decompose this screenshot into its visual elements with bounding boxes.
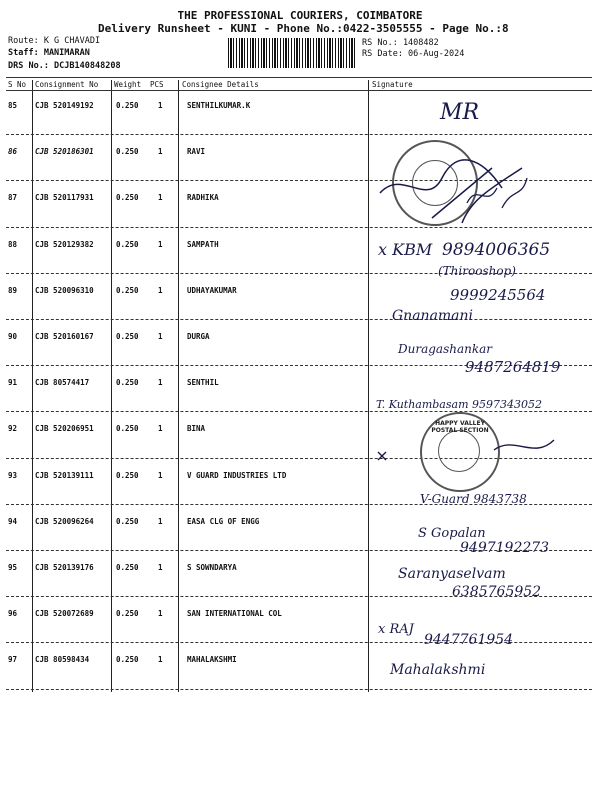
cell-sno: 96 bbox=[8, 609, 18, 619]
row-separator bbox=[6, 319, 592, 320]
signature-88-mark: x KBM bbox=[378, 240, 433, 259]
cell-weight: 0.250 bbox=[116, 239, 139, 249]
rs-date: RS Date: 06-Aug-2024 bbox=[362, 49, 465, 59]
table-header bbox=[0, 77, 600, 91]
row-separator bbox=[6, 689, 592, 690]
cell-consignment: CJB 520139111 bbox=[35, 470, 94, 480]
cell-sno: 94 bbox=[8, 516, 18, 526]
cell-weight: 0.250 bbox=[116, 378, 139, 388]
cell-sno: 90 bbox=[8, 332, 18, 341]
cell-consignee: V GUARD INDUSTRIES LTD bbox=[187, 470, 287, 480]
cell-weight: 0.250 bbox=[116, 424, 139, 434]
cell-pcs: 1 bbox=[158, 609, 163, 619]
company-title: THE PROFESSIONAL COURIERS, COIMBATORE bbox=[177, 9, 423, 22]
cell-sno: 87 bbox=[8, 193, 18, 203]
row-separator bbox=[6, 134, 592, 135]
cell-pcs: 1 bbox=[158, 516, 163, 526]
signature-96: 9447761954 bbox=[424, 632, 514, 648]
route-label: Route: K G CHAVADI bbox=[8, 36, 101, 46]
cell-pcs: 1 bbox=[158, 147, 163, 157]
signature-91: T. Kuthambasam 9597343052 bbox=[376, 398, 542, 411]
col-consignment: Consignment No bbox=[35, 80, 99, 89]
cell-consignment: CJB 520149192 bbox=[35, 101, 94, 110]
cell-consignee: S SOWNDARYA bbox=[187, 563, 237, 572]
staff-label: Staff: MANIMARAN bbox=[8, 48, 90, 58]
cell-consignment: CJB 520186301 bbox=[35, 147, 94, 157]
cell-pcs: 1 bbox=[158, 101, 163, 110]
cell-weight: 0.250 bbox=[116, 101, 139, 110]
signature-95-name: Saranyaselvam bbox=[398, 566, 506, 582]
cell-consignee: SENTHILKUMAR.K bbox=[187, 101, 251, 110]
signature-85: MR bbox=[440, 100, 480, 125]
cell-consignee: EASA CLG OF ENGG bbox=[187, 516, 260, 526]
cell-consignee: SAN INTERNATIONAL COL bbox=[187, 609, 282, 619]
cell-consignee: SAMPATH bbox=[187, 239, 219, 249]
row-separator bbox=[6, 411, 592, 412]
barcode bbox=[228, 38, 356, 68]
cell-sno: 88 bbox=[8, 239, 18, 249]
cell-consignment: CJB 80574417 bbox=[35, 378, 90, 388]
cell-sno: 89 bbox=[8, 285, 18, 295]
cell-pcs: 1 bbox=[158, 655, 163, 665]
cell-consignee: UDHAYAKUMAR bbox=[187, 285, 237, 295]
cell-sno: 97 bbox=[8, 655, 18, 665]
cell-pcs: 1 bbox=[158, 239, 163, 249]
cell-consignment: CJB 520096264 bbox=[35, 516, 94, 526]
cell-weight: 0.250 bbox=[116, 516, 139, 526]
cell-sno: 91 bbox=[8, 378, 18, 388]
signature-89: Gnanamani bbox=[392, 308, 474, 324]
table-row bbox=[0, 647, 600, 693]
rs-number: RS No.: 1408482 bbox=[362, 38, 439, 48]
signature-90-phone: 9487264819 bbox=[465, 358, 561, 376]
table-row bbox=[0, 93, 600, 139]
col-consignee: Consignee Details bbox=[182, 80, 259, 89]
signature-88-name: (Thirooshop) bbox=[438, 264, 516, 278]
cell-consignee: MAHALAKSHMI bbox=[187, 655, 237, 665]
signature-97: Mahalakshmi bbox=[390, 662, 486, 678]
col-pcs: PCS bbox=[150, 80, 164, 89]
cell-consignment: CJB 80598434 bbox=[35, 655, 90, 665]
cell-pcs: 1 bbox=[158, 193, 163, 203]
cell-weight: 0.250 bbox=[116, 193, 139, 203]
cell-weight: 0.250 bbox=[116, 147, 139, 157]
cell-weight: 0.250 bbox=[116, 470, 139, 480]
header-bottom-rule bbox=[6, 90, 592, 91]
cell-sno: 92 bbox=[8, 424, 18, 434]
cell-weight: 0.250 bbox=[116, 285, 139, 295]
cell-pcs: 1 bbox=[158, 285, 163, 295]
cell-sno: 95 bbox=[8, 563, 18, 572]
cell-consignment: CJB 520096310 bbox=[35, 285, 94, 295]
signature-88-phone: 9894006365 bbox=[442, 240, 551, 260]
cell-sno: 86 bbox=[8, 147, 18, 157]
cell-consignment: CJB 520160167 bbox=[35, 332, 94, 341]
signature-86-87 bbox=[372, 148, 532, 228]
signature-94-phone: 9497192273 bbox=[460, 540, 550, 556]
cell-consignee: SENTHIL bbox=[187, 378, 219, 388]
signature-90-name: Duragashankar bbox=[398, 342, 493, 356]
signature-95-phone: 6385765952 bbox=[452, 584, 542, 600]
cell-pcs: 1 bbox=[158, 563, 163, 572]
cell-sno: 93 bbox=[8, 470, 18, 480]
cell-consignment: CJB 520117931 bbox=[35, 193, 94, 203]
cell-consignment: CJB 520129382 bbox=[35, 239, 94, 249]
signature-96-mark: x RAJ bbox=[378, 622, 414, 637]
cell-weight: 0.250 bbox=[116, 563, 139, 572]
cell-consignee: RADHIKA bbox=[187, 193, 219, 203]
cell-consignment: CJB 520072689 bbox=[35, 609, 94, 619]
signature-92 bbox=[374, 430, 574, 470]
cell-consignment: CJB 520139176 bbox=[35, 563, 94, 572]
col-weight: Weight bbox=[114, 80, 142, 89]
cell-pcs: 1 bbox=[158, 378, 163, 388]
cell-sno: 85 bbox=[8, 101, 18, 110]
cell-weight: 0.250 bbox=[116, 332, 139, 341]
cell-consignee: BINA bbox=[187, 424, 206, 434]
cell-consignee: RAVI bbox=[187, 147, 206, 157]
cell-pcs: 1 bbox=[158, 332, 163, 341]
drs-number: DRS No.: DCJB140848208 bbox=[8, 61, 121, 71]
runsheet-title: Delivery Runsheet - KUNI - Phone No.:0422-3505555 - Page No.:8 bbox=[98, 22, 509, 35]
signature-94-name: S Gopalan bbox=[418, 526, 486, 541]
col-signature: Signature bbox=[372, 80, 413, 89]
cell-pcs: 1 bbox=[158, 424, 163, 434]
signature-88-phone2: 9999245564 bbox=[450, 286, 546, 304]
cell-consignment: CJB 520206951 bbox=[35, 424, 94, 434]
cell-weight: 0.250 bbox=[116, 609, 139, 619]
postal-stamp-text: HAPPY VALLEY POSTAL SECTION bbox=[431, 420, 489, 434]
col-sno: S No bbox=[8, 80, 27, 89]
cell-pcs: 1 bbox=[158, 470, 163, 480]
signature-93: V-Guard 9843738 bbox=[420, 492, 527, 506]
cell-consignee: DURGA bbox=[187, 332, 210, 341]
cell-weight: 0.250 bbox=[116, 655, 139, 665]
